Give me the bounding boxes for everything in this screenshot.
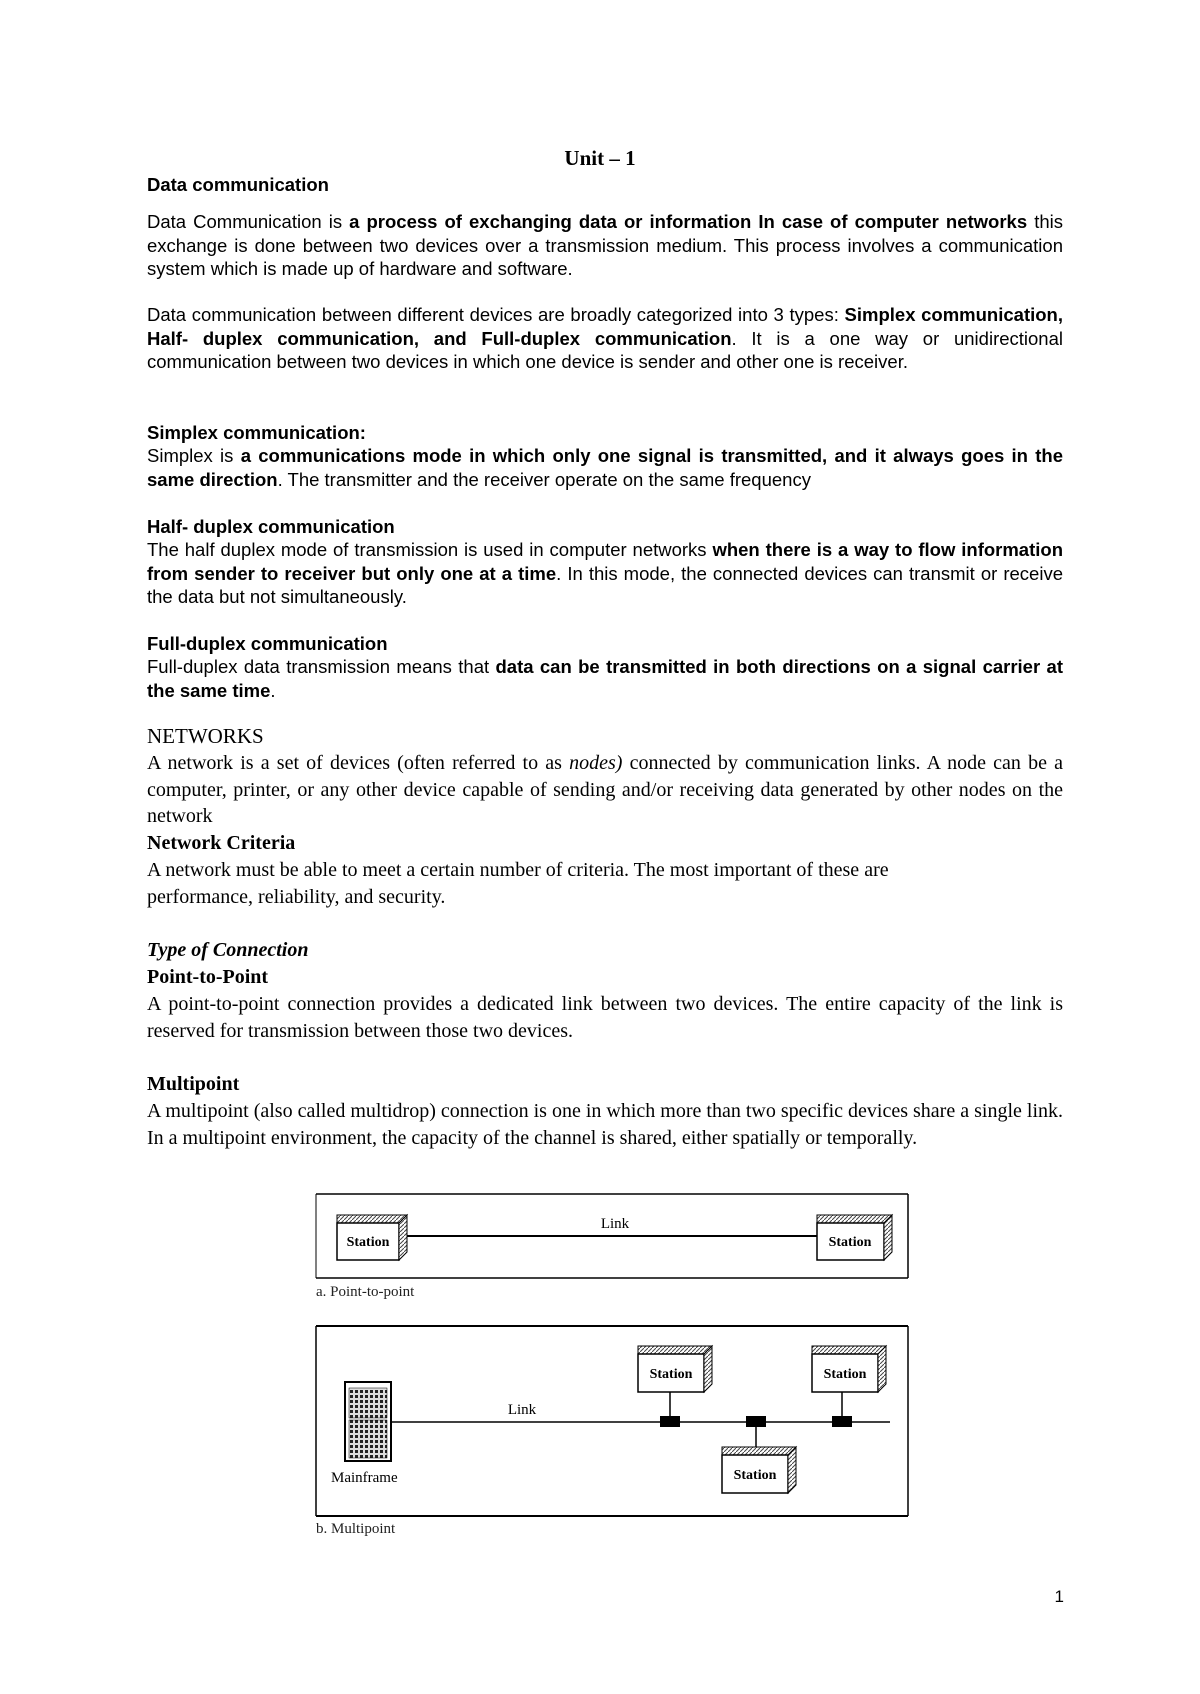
- caption-point-to-point: a. Point-to-point: [316, 1284, 415, 1300]
- tap-connector-3: [832, 1416, 852, 1427]
- mainframe-icon: [345, 1382, 391, 1461]
- tap-connector-1: [660, 1416, 680, 1427]
- station-label-3: Station: [733, 1468, 777, 1483]
- link-label-b: Link: [507, 1402, 537, 1418]
- text-run-bold: when there is a way to flow information from sender to receiver but only one at a time: [147, 539, 1063, 584]
- text-run-bold: data can be transmitted in both directions on a signal carrier at the same time: [147, 656, 1063, 701]
- page-title: Unit – 1: [564, 146, 636, 170]
- station-label-left: Station: [346, 1235, 390, 1250]
- point-to-point-heading: Point-to-Point: [147, 966, 269, 988]
- text-run-bold: Simplex communication, Half- duplex communication, and Full-duplex communication: [147, 304, 1063, 349]
- page-number: 1: [1054, 1587, 1064, 1606]
- mainframe-label: Mainframe: [331, 1470, 398, 1486]
- station-label-2: Station: [823, 1367, 867, 1382]
- point-to-point-paragraph: A point-to-point connection provides a dedicated link between two devices. The entire capacity of the link is reserved for transmission between those two devices.: [147, 993, 1063, 1042]
- link-label-a: Link: [600, 1216, 630, 1232]
- text-run-bold: a communications mode in which only one signal is transmitted, and it always goes in the same direction: [147, 445, 1063, 490]
- text-run: . The transmitter and the receiver operate on the same frequency: [277, 468, 811, 490]
- point-to-point-diagram: [316, 1194, 908, 1300]
- station-label-right: Station: [828, 1235, 872, 1250]
- multipoint-heading: Multipoint: [147, 1073, 240, 1095]
- tap-connector-2: [746, 1416, 766, 1427]
- text-run: Full-duplex data transmission means that: [147, 656, 496, 677]
- full-duplex-heading: Full-duplex communication: [147, 633, 388, 654]
- text-run: A network is a set of devices (often referred to as: [147, 752, 570, 774]
- text-run: . In this mode, the connected devices can transmit or receive the data but not simultaneously.: [147, 562, 1063, 607]
- text-run: this exchange is done between two devices over a transmission medium. This process involves a communication system which is made up of hardware and software.: [147, 211, 1063, 279]
- type-of-connection-heading: Type of Connection: [147, 939, 309, 961]
- text-run-italic: nodes): [569, 752, 623, 774]
- networks-heading: NETWORKS: [147, 724, 264, 748]
- text-run: Data communication between different devices are broadly categorized into 3 types:: [147, 304, 845, 325]
- caption-multipoint: b. Multipoint: [316, 1521, 396, 1537]
- text-run-bold: a process of exchanging data or information In case of computer networks: [349, 211, 1028, 232]
- text-run: Data Communication is: [147, 211, 350, 232]
- text-run: . It is a one way or unidirectional communication between two devices in which one device is sender and other one is receiver.: [147, 327, 1063, 372]
- station-label-1: Station: [649, 1367, 693, 1382]
- data-communication-heading: Data communication: [147, 174, 329, 195]
- multipoint-diagram: [316, 1326, 908, 1537]
- network-criteria-line-2: performance, reliability, and security.: [147, 886, 446, 908]
- text-run: connected by communication links. A node can be a computer, printer, or any other device capable of sending and/or receiving data generated by other nodes on the network: [147, 752, 1064, 827]
- network-criteria-line-1: A network must be able to meet a certain number of criteria. The most important of these are: [147, 859, 889, 881]
- half-duplex-heading: Half- duplex communication: [147, 516, 395, 537]
- simplex-heading: Simplex communication:: [147, 422, 366, 443]
- text-run: The half duplex mode of transmission is used in computer networks: [147, 539, 713, 560]
- multipoint-paragraph: A multipoint (also called multidrop) connection is one in which more than two specific devices share a single link. In a multipoint environment, the capacity of the channel is shared, either spatially or temporally.: [147, 1100, 1063, 1149]
- network-criteria-heading: Network Criteria: [147, 832, 296, 854]
- text-run: .: [270, 679, 276, 701]
- text-run: Simplex is: [147, 445, 241, 466]
